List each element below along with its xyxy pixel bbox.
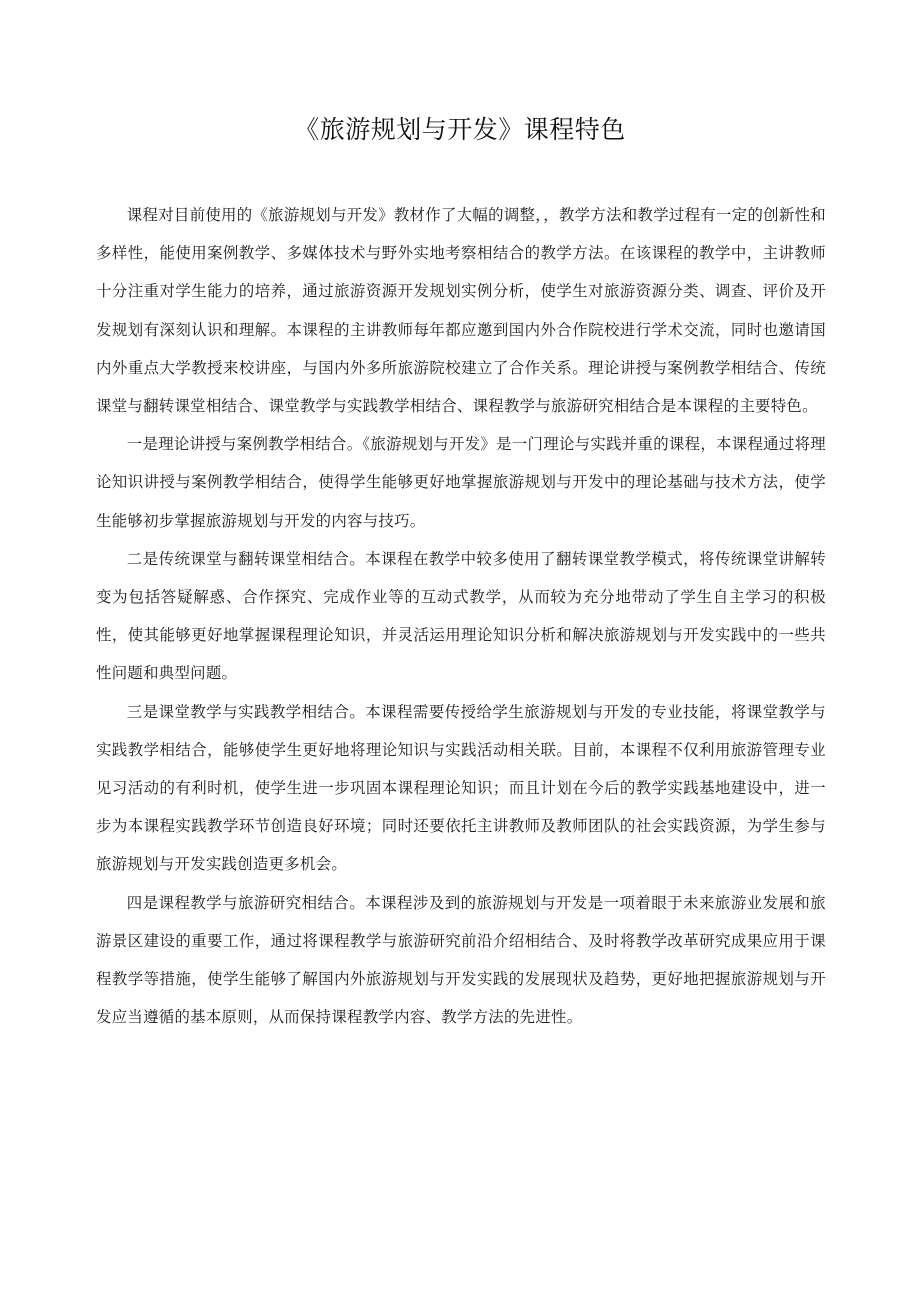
- paragraph-feature-4: 四是课程教学与旅游研究相结合。本课程涉及到的旅游规划与开发是一项着眼于未来旅游业发展和旅游景区建设的重要工作，通过将课程教学与旅游研究前沿介绍相结合、及时将教学改革研究成果应用于课程教学等措施，使学生能够了解国内外旅游规划与开发实践的发展现状及趋势，更好地把握旅游规划与开发应当遵循的基本原则，从而保持课程教学内容、教学方法的先进性。: [96, 893, 826, 1027]
- paragraph-feature-2: 二是传统课堂与翻转课堂相结合。本课程在教学中较多使用了翻转课堂教学模式，将传统课堂讲解转变为包括答疑解惑、合作探究、完成作业等的互动式教学，从而较为充分地带动了学生自主学习的积极性，使其能够更好地掌握课程理论知识，并灵活运用理论知识分析和解决旅游规划与开发实践中的一些共性问题和典型问题。: [96, 549, 826, 683]
- paragraph-intro: 课程对目前使用的《旅游规划与开发》教材作了大幅的调整，，教学方法和教学过程有一定的创新性和多样性，能使用案例教学、多媒体技术与野外实地考察相结合的教学方法。在该课程的教学中，主讲教师十分注重对学生能力的培养，通过旅游资源开发规划实例分析，使学生对旅游资源分类、调查、评价及开发规划有深刻认识和理解。本课程的主讲教师每年都应邀到国内外合作院校进行学术交流，同时也邀请国内外重点大学教授来校讲座，与国内外多所旅游院校建立了合作关系。理论讲授与案例教学相结合、传统课堂与翻转课堂相结合、课堂教学与实践教学相结合、课程教学与旅游研究相结合是本课程的主要特色。: [96, 206, 826, 416]
- document-body: [96, 196, 826, 1036]
- paragraph-feature-1: 一是理论讲授与案例教学相结合。《旅游规划与开发》是一门理论与实践并重的课程，本课程通过将理论知识讲授与案例教学相结合，使得学生能够更好地掌握旅游规划与开发中的理论基础与技术方法，使学生能够初步掌握旅游规划与开发的内容与技巧。: [96, 435, 826, 530]
- document-title: 《旅游规划与开发》课程特色: [294, 115, 626, 144]
- paragraph-feature-3: 三是课堂教学与实践教学相结合。本课程需要传授给学生旅游规划与开发的专业技能，将课堂教学与实践教学相结合，能够使学生更好地将理论知识与实践活动相关联。目前，本课程不仅利用旅游管理专业见习活动的有利时机，使学生进一步巩固本课程理论知识；而且计划在今后的教学实践基地建设中，进一步为本课程实践教学环节创造良好环境；同时还要依托主讲教师及教师团队的社会实践资源，为学生参与旅游规划与开发实践创造更多机会。: [96, 702, 826, 874]
